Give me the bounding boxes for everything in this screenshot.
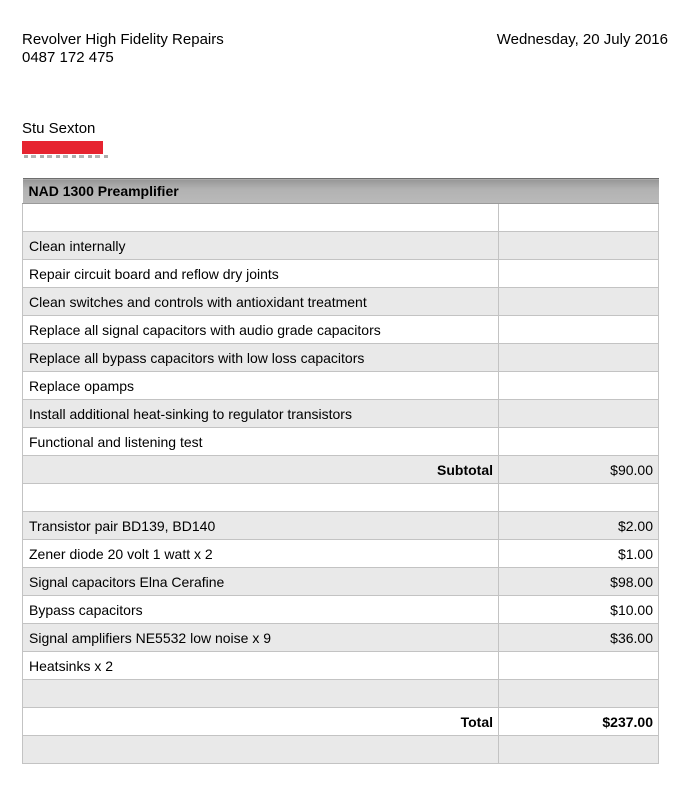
row-price [499, 344, 659, 372]
row-desc [23, 204, 499, 232]
row-price [499, 736, 659, 764]
invoice-title-row [23, 179, 659, 204]
row-price [499, 372, 659, 400]
row-desc: Signal capacitors Elna Cerafine [23, 568, 499, 596]
row-price [499, 680, 659, 708]
table-row [23, 400, 659, 428]
table-row [23, 652, 659, 680]
table-row [23, 736, 659, 764]
table-row [23, 288, 659, 316]
row-price: $36.00 [499, 624, 659, 652]
row-desc: Replace all bypass capacitors with low loss capacitors [23, 344, 499, 372]
row-price: $2.00 [499, 512, 659, 540]
business-name: Revolver High Fidelity Repairs [22, 31, 224, 48]
row-desc: Functional and listening test [23, 428, 499, 456]
row-price [499, 204, 659, 232]
table-row [23, 540, 659, 568]
row-desc [23, 736, 499, 764]
row-desc: Repair circuit board and reflow dry joints [23, 260, 499, 288]
document-date: Wednesday, 20 July 2016 [496, 31, 668, 48]
table-row [23, 316, 659, 344]
subtotal-label: Subtotal [23, 456, 499, 484]
row-price [499, 428, 659, 456]
table-row [23, 484, 659, 512]
row-desc: Signal amplifiers NE5532 low noise x 9 [23, 624, 499, 652]
row-price [499, 260, 659, 288]
row-desc: Install additional heat-sinking to regulator transistors [23, 400, 499, 428]
row-desc: Bypass capacitors [23, 596, 499, 624]
subtotal-row [23, 456, 659, 484]
row-desc [23, 680, 499, 708]
table-row [23, 204, 659, 232]
total-value: $237.00 [499, 708, 659, 736]
row-price [499, 288, 659, 316]
table-row [23, 344, 659, 372]
document-header [22, 0, 668, 67]
table-row [23, 428, 659, 456]
table-row [23, 260, 659, 288]
row-price: $10.00 [499, 596, 659, 624]
row-price: $98.00 [499, 568, 659, 596]
business-block [22, 31, 224, 67]
invoice-table [22, 178, 659, 764]
redaction-bar [22, 141, 103, 154]
table-row [23, 372, 659, 400]
redacted-text-remnant [24, 155, 110, 158]
row-price [499, 316, 659, 344]
row-price [499, 400, 659, 428]
subtotal-value: $90.00 [499, 456, 659, 484]
customer-name: Stu Sexton [22, 120, 96, 137]
customer-phone-line [22, 139, 663, 159]
row-price [499, 652, 659, 680]
table-row [23, 568, 659, 596]
row-desc: Heatsinks x 2 [23, 652, 499, 680]
row-price [499, 232, 659, 260]
table-row [23, 512, 659, 540]
invoice-title: NAD 1300 Preamplifier [23, 179, 659, 204]
total-label: Total [23, 708, 499, 736]
row-desc: Replace opamps [23, 372, 499, 400]
row-desc [23, 484, 499, 512]
row-price [499, 484, 659, 512]
row-desc: Transistor pair BD139, BD140 [23, 512, 499, 540]
table-row [23, 624, 659, 652]
table-row [23, 596, 659, 624]
table-row [23, 680, 659, 708]
total-row [23, 708, 659, 736]
business-phone: 0487 172 475 [22, 49, 114, 66]
row-desc: Zener diode 20 volt 1 watt x 2 [23, 540, 499, 568]
row-price: $1.00 [499, 540, 659, 568]
row-desc: Clean internally [23, 232, 499, 260]
row-desc: Replace all signal capacitors with audio grade capacitors [23, 316, 499, 344]
table-row [23, 232, 659, 260]
row-desc: Clean switches and controls with antioxidant treatment [23, 288, 499, 316]
